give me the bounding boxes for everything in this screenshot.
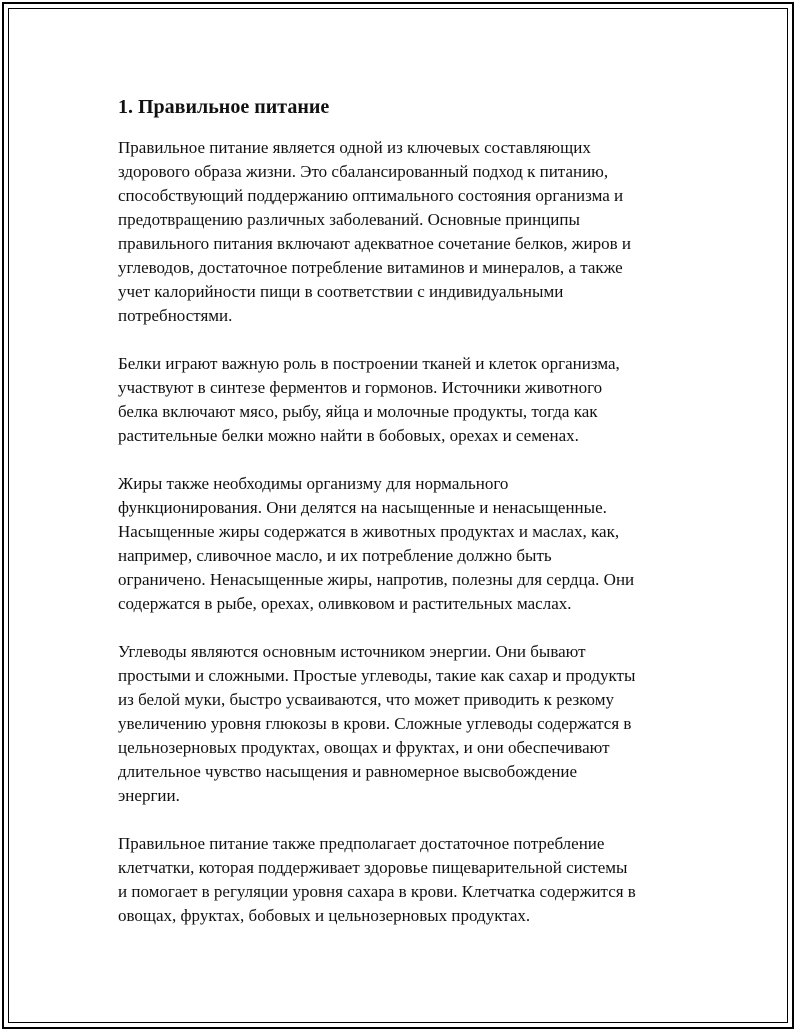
paragraph-line: потребностями. [118, 306, 233, 325]
paragraph-line: увеличению уровня глюкозы в крови. Сложные углеводы содержатся в [118, 714, 632, 733]
paragraph-fiber [118, 832, 698, 928]
paragraph-line: Жиры также необходимы организму для нормального [118, 474, 509, 493]
section-heading: 1. Правильное питание [118, 96, 330, 118]
paragraph-line: белка включают мясо, рыбу, яйца и молочные продукты, тогда как [118, 402, 598, 421]
paragraph-intro [118, 136, 698, 328]
paragraph-carbohydrates [118, 640, 698, 808]
paragraph-line: углеводов, достаточное потребление витаминов и минералов, а также [118, 258, 623, 277]
paragraph-line: Правильное питание также предполагает достаточное потребление [118, 834, 605, 853]
paragraph-line: Насыщенные жиры содержатся в животных продуктах и маслах, как, [118, 522, 620, 541]
paragraph-line: из белой муки, быстро усваиваются, что может приводить к резкому [118, 690, 614, 709]
paragraph-line: учет калорийности пищи в соответствии с индивидуальными [118, 282, 564, 301]
paragraph-line: функционирования. Они делятся на насыщенные и ненасыщенные. [118, 498, 607, 517]
paragraph-line: например, сливочное масло, и их потребление должно быть [118, 546, 552, 565]
document-body [118, 94, 698, 952]
paragraph-line: клетчатки, которая поддерживает здоровье пищеварительной системы [118, 858, 628, 877]
paragraph-line: правильного питания включают адекватное сочетание белков, жиров и [118, 234, 632, 253]
paragraph-line: ограничено. Ненасыщенные жиры, напротив, полезны для сердца. Они [118, 570, 635, 589]
paragraph-line: энергии. [118, 786, 180, 805]
paragraph-line: предотвращению различных заболеваний. Основные принципы [118, 210, 580, 229]
paragraph-line: здорового образа жизни. Это сбалансированный подход к питанию, [118, 162, 609, 181]
paragraph-line: Белки играют важную роль в построении тканей и клеток организма, [118, 354, 620, 373]
paragraph-line: Правильное питание является одной из ключевых составляющих [118, 138, 591, 157]
paragraph-line: Углеводы являются основным источником энергии. Они бывают [118, 642, 586, 661]
paragraph-fats [118, 472, 698, 616]
paragraph-line: содержатся в рыбе, орехах, оливковом и растительных маслах. [118, 594, 572, 613]
paragraph-proteins [118, 352, 698, 448]
paragraph-line: и помогает в регуляции уровня сахара в крови. Клетчатка содержится в [118, 882, 636, 901]
paragraph-line: участвуют в синтезе ферментов и гормонов. Источники животного [118, 378, 603, 397]
paragraph-line: длительное чувство насыщения и равномерное высвобождение [118, 762, 578, 781]
paragraph-line: растительные белки можно найти в бобовых, орехах и семенах. [118, 426, 579, 445]
paragraph-line: овощах, фруктах, бобовых и цельнозерновых продуктах. [118, 906, 531, 925]
paragraph-line: простыми и сложными. Простые углеводы, такие как сахар и продукты [118, 666, 636, 685]
paragraph-line: цельнозерновых продуктах, овощах и фруктах, и они обеспечивают [118, 738, 610, 757]
paragraph-line: способствующий поддержанию оптимального состояния организма и [118, 186, 624, 205]
